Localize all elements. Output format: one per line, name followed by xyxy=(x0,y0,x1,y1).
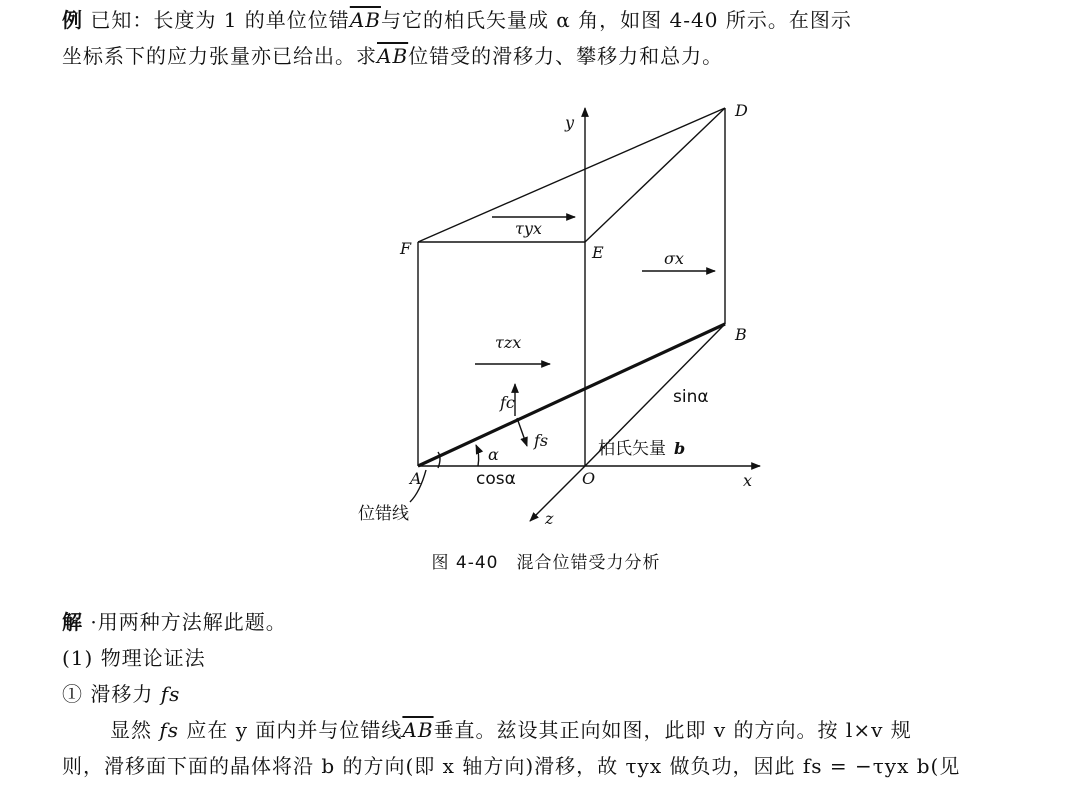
problem-text-2b: 位错受的滑移力、攀移力和总力。 xyxy=(408,44,724,68)
alpha-label: α xyxy=(488,445,499,464)
dislocation-line-label: 位错线 xyxy=(358,504,409,524)
solution-intro: ·用两种方法解此题。 xyxy=(90,610,287,634)
tau-zx-label: τzx xyxy=(495,333,522,352)
edge-ed xyxy=(585,108,725,242)
d-label: D xyxy=(735,101,748,120)
sub-heading-1-symbol: fs xyxy=(160,682,181,706)
sigma-x-label: σx xyxy=(664,249,684,268)
burgers-symbol: b xyxy=(674,439,686,458)
figure-caption: 图 4-40 混合位错受力分析 xyxy=(431,553,661,573)
sub-heading-1 xyxy=(62,676,1062,712)
line4-c: 垂直。兹设其正向如图，此即 v 的方向。按 l×v 规 xyxy=(433,718,912,742)
sin-alpha-label: sinα xyxy=(673,387,709,407)
line4-fs: fs xyxy=(159,718,180,742)
fs-arrow xyxy=(517,418,527,446)
segment-ab: $\overline{AB}$ xyxy=(349,8,381,32)
fc-label: fc xyxy=(500,393,515,412)
solution-line-1 xyxy=(62,604,1062,640)
fs-label: fs xyxy=(534,431,549,450)
example-label: 例 xyxy=(62,8,83,32)
burgers-label: 柏氏矢量 xyxy=(598,439,666,459)
problem-text-1: 已知：长度为 1 的单位位错 xyxy=(90,8,350,32)
problem-text-1b: 与它的柏氏矢量成 α 角，如图 4-40 所示。在图示 xyxy=(380,8,852,32)
line4-segment: $\overline{AB}$ xyxy=(402,718,434,742)
sub-heading-1-text: ① 滑移力 xyxy=(62,682,154,706)
line4-b: 应在 y 面内并与位错线 xyxy=(186,718,403,742)
tau-yx-label: τyx xyxy=(515,219,542,238)
solution-line-5: 则，滑移面下面的晶体将沿 b 的方向(即 x 轴方向)滑移，故 τyx 做负功，因此 fs = −τyx b(见 xyxy=(62,754,961,778)
o-label: O xyxy=(582,469,596,488)
method-1: (1) 物理论证法 xyxy=(62,646,206,670)
b-point-label: B xyxy=(735,325,747,344)
a-label: A xyxy=(410,469,422,488)
problem-text-2a: 坐标系下的应力张量亦已给出。求 xyxy=(62,44,377,68)
segment-ab-2: $\overline{AB}$ xyxy=(377,44,409,68)
problem-line-2 xyxy=(62,38,1062,74)
cos-alpha-label: cosα xyxy=(476,469,516,489)
e-label: E xyxy=(592,243,604,262)
z-label: z xyxy=(545,509,554,528)
problem-line-1 xyxy=(62,2,1062,38)
z-axis xyxy=(530,466,585,521)
y-label: y xyxy=(565,113,575,132)
line4-a: 显然 xyxy=(110,718,152,742)
solution-line-4 xyxy=(62,712,1062,748)
f-label: F xyxy=(400,239,412,258)
mixed-dislocation-figure xyxy=(330,96,790,536)
alpha-arc xyxy=(476,445,479,466)
solution-heading: 解 xyxy=(62,610,83,634)
solution xyxy=(62,604,1062,784)
problem-statement xyxy=(62,2,1062,74)
x-label: x xyxy=(743,471,753,490)
